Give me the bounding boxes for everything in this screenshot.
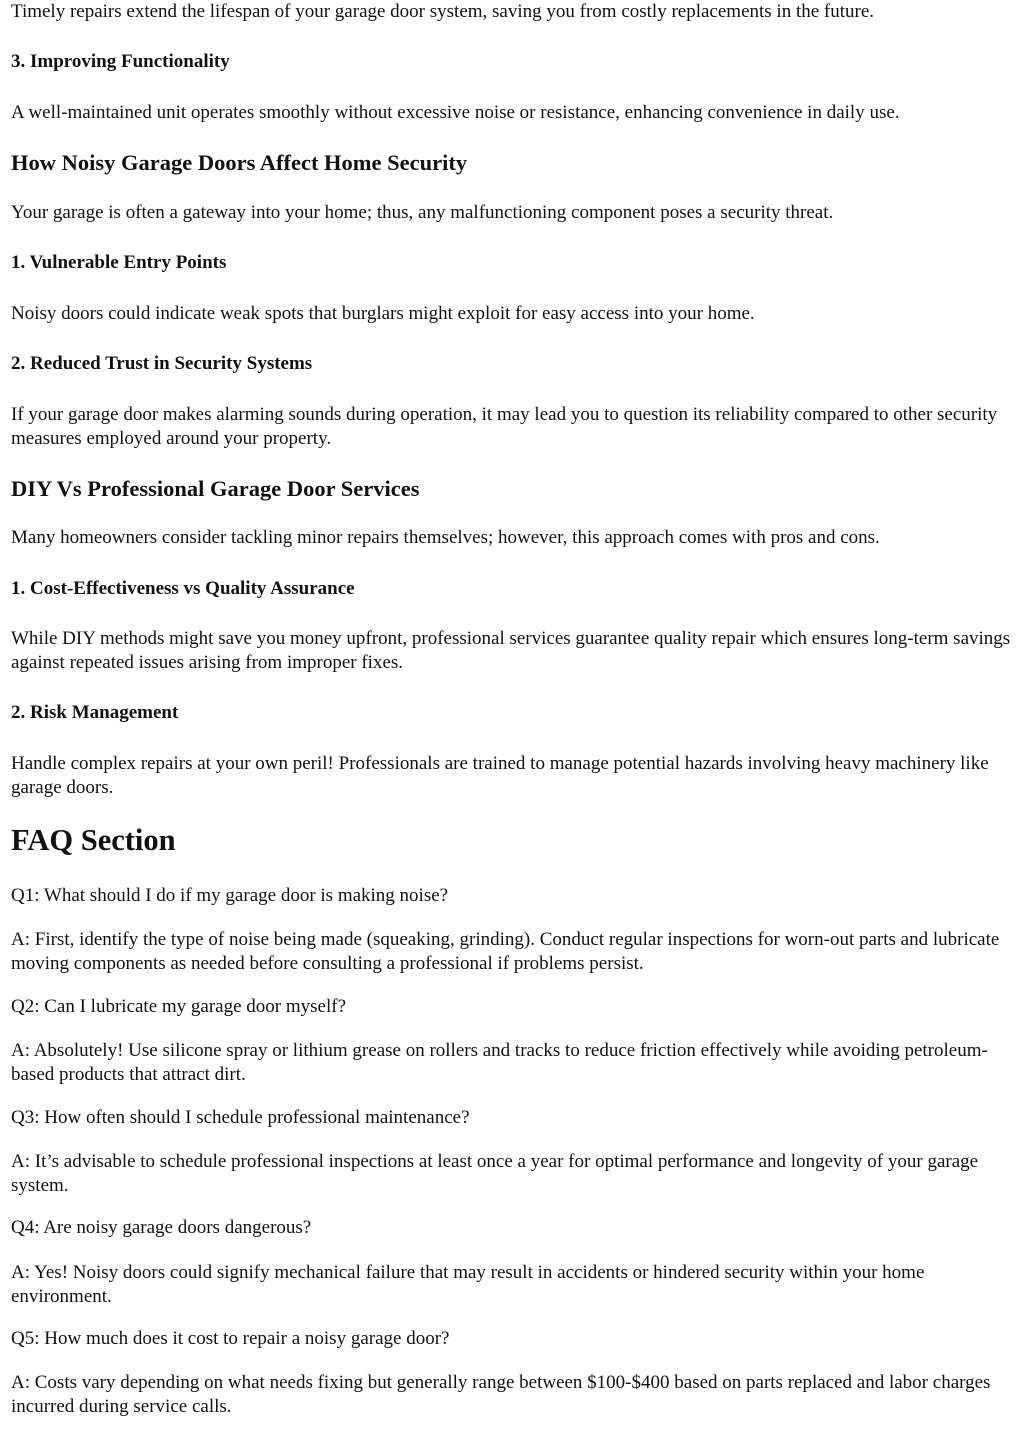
diy-intro: Many homeowners consider tackling minor repairs themselves; however, this approach comes with pros and cons. — [11, 527, 880, 548]
faq-heading: FAQ Section — [11, 823, 176, 857]
faq-answer-2: A: Absolutely! Use silicone spray or lithium grease on rollers and tracks to reduce friction effectively while avoiding petroleum-based products that attract dirt. — [11, 1040, 988, 1085]
faq-answer-1: A: First, identify the type of noise being made (squeaking, grinding). Conduct regular inspections for worn-out parts and lubricate moving components as needed before consulting a professional if problems persist. — [11, 929, 1000, 974]
vulnerable-entry-points-text: Noisy doors could indicate weak spots that burglars might exploit for easy access into your home. — [11, 303, 755, 324]
section-heading-diy-vs-professional: DIY Vs Professional Garage Door Services — [11, 476, 420, 501]
faq-question-3: Q3: How often should I schedule professional maintenance? — [11, 1107, 470, 1128]
faq-question-1: Q1: What should I do if my garage door is making noise? — [11, 885, 449, 906]
faq-question-2: Q2: Can I lubricate my garage door myself? — [11, 996, 347, 1017]
home-security-intro: Your garage is often a gateway into your home; thus, any malfunctioning component poses a security threat. — [11, 202, 834, 223]
section-heading-home-security: How Noisy Garage Doors Affect Home Security — [11, 150, 468, 175]
intro-paragraph: Timely repairs extend the lifespan of your garage door system, saving you from costly replacements in the future. — [11, 1, 875, 22]
section-heading-improving-functionality: 3. Improving Functionality — [11, 51, 230, 72]
subheading-vulnerable-entry-points: 1. Vulnerable Entry Points — [11, 252, 227, 273]
faq-question-4: Q4: Are noisy garage doors dangerous? — [11, 1217, 312, 1238]
faq-answer-5: A: Costs vary depending on what needs fixing but generally range between $100-$400 based on parts replaced and labor charges incurred during service calls. — [11, 1372, 991, 1417]
risk-management-text: Handle complex repairs at your own peril! Professionals are trained to manage potential hazards involving heavy machinery like garage doors. — [11, 753, 989, 798]
improving-functionality-text: A well-maintained unit operates smoothly without excessive noise or resistance, enhancing convenience in daily use. — [11, 102, 900, 123]
cost-effectiveness-text: While DIY methods might save you money upfront, professional services guarantee quality repair which ensures long-term savings against repeated issues arising from improper fixes. — [11, 628, 1011, 673]
subheading-risk-management: 2. Risk Management — [11, 702, 179, 723]
subheading-reduced-trust: 2. Reduced Trust in Security Systems — [11, 353, 313, 374]
reduced-trust-text: If your garage door makes alarming sounds during operation, it may lead you to question its reliability compared to other security measures employed around your property. — [11, 404, 998, 449]
subheading-cost-effectiveness: 1. Cost-Effectiveness vs Quality Assurance — [11, 578, 355, 599]
faq-answer-3: A: It’s advisable to schedule professional inspections at least once a year for optimal performance and longevity of your garage system. — [11, 1151, 979, 1196]
faq-answer-4: A: Yes! Noisy doors could signify mechanical failure that may result in accidents or hindered security within your home environment. — [11, 1262, 925, 1307]
faq-question-5: Q5: How much does it cost to repair a noisy garage door? — [11, 1328, 450, 1349]
